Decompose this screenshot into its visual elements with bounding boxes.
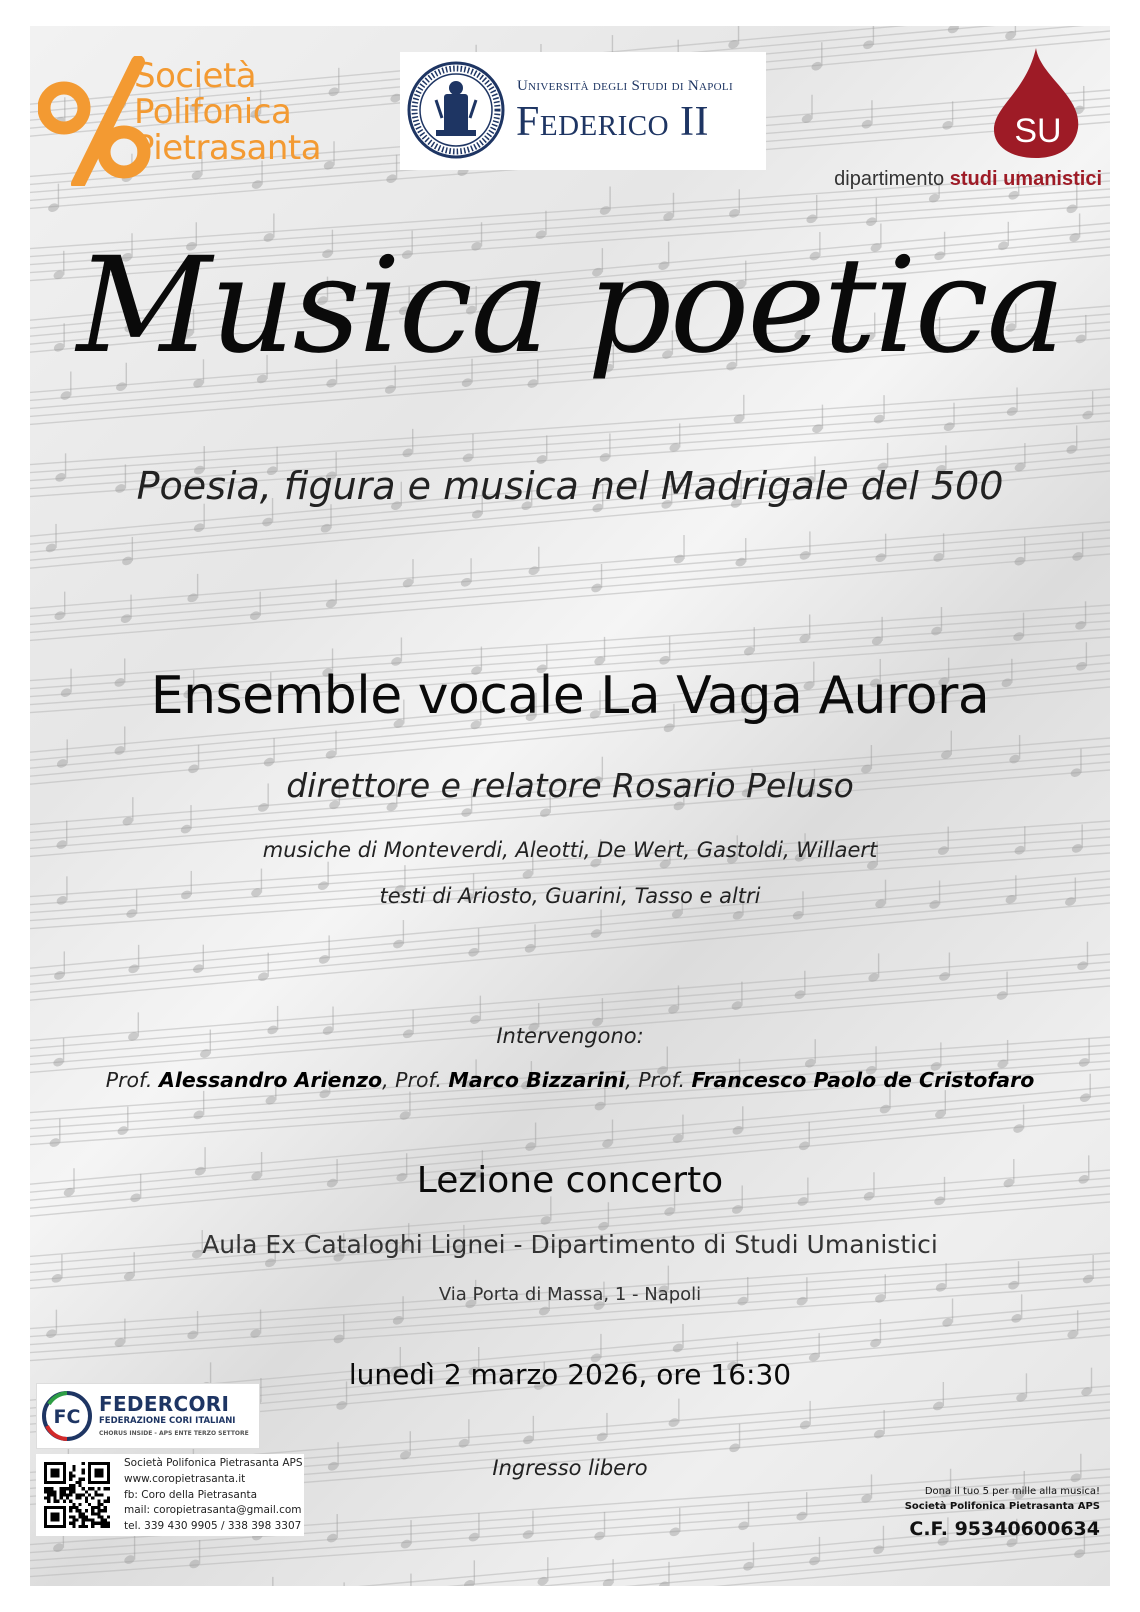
poets-line: testi di Ariosto, Guarini, Tasso e altri <box>379 884 761 908</box>
societa-polifonica-logo <box>38 56 408 186</box>
page-title: Musica poetica <box>76 229 1064 383</box>
contact-box <box>36 1454 304 1536</box>
university-name: Università degli Studi di Napoli <box>517 78 733 94</box>
spp-line-3: Pietrasanta <box>134 128 322 168</box>
federcori-name: FEDERCORI <box>99 1392 230 1416</box>
event-datetime: lunedì 2 marzo 2026, ore 16:30 <box>348 1358 792 1391</box>
university-seal-icon <box>406 60 506 160</box>
federico-ii-logo <box>400 52 766 170</box>
university-federico-ii: Federico II <box>516 99 709 145</box>
federcori-full-name: FEDERAZIONE CORI ITALIANI <box>99 1416 236 1426</box>
svg-text:FC: FC <box>53 1406 81 1428</box>
spp-line-2: Polifonica <box>134 92 292 132</box>
speakers-label: Intervengono: <box>496 1024 644 1048</box>
speakers-list: Prof. Alessandro Arienzo, Prof. Marco Bizzarini, Prof. Francesco Paolo de Cristofaro <box>105 1068 1035 1092</box>
donation-appeal: Dona il tuo 5 per mille alla musica! <box>924 1486 1100 1497</box>
director-line: direttore e relatore Rosario Peluso <box>286 766 854 805</box>
event-address: Via Porta di Massa, 1 - Napoli <box>438 1284 702 1305</box>
spp-line-1: Società <box>134 56 257 96</box>
donation-org: Società Polifonica Pietrasanta APS <box>904 1501 1100 1512</box>
subtitle: Poesia, figura e musica nel Madrigale del 500 <box>136 464 1004 508</box>
event-venue: Aula Ex Cataloghi Lignei - Dipartimento di Studi Umanistici <box>202 1230 938 1259</box>
event-type: Lezione concerto <box>416 1160 724 1201</box>
ensemble-name: Ensemble vocale La Vaga Aurora <box>150 666 990 726</box>
donation-info <box>905 1484 1100 1544</box>
federcori-tagline: CHORUS INSIDE - APS ENTE TERZO SETTORE <box>99 1430 249 1437</box>
speaker-name: Francesco Paolo de Cristofaro <box>691 1068 1035 1092</box>
contact-email[interactable]: mail: coropietrasanta@gmail.com <box>124 1504 302 1517</box>
department-name <box>834 168 1102 191</box>
poster <box>30 26 1110 1586</box>
speaker-name: Marco Bizzarini <box>448 1068 626 1092</box>
speaker-title: Prof. <box>638 1068 686 1092</box>
contact-phone: tel. 339 430 9905 / 338 398 3307 <box>124 1520 302 1533</box>
entry-info: Ingresso libero <box>492 1456 648 1480</box>
contact-website[interactable]: www.coropietrasanta.it <box>124 1472 246 1485</box>
department-prefix: dipartimento <box>834 168 945 190</box>
contact-info <box>124 1456 303 1535</box>
speaker-title: Prof. <box>105 1068 153 1092</box>
speaker-name: Alessandro Arienzo <box>158 1068 383 1092</box>
federcori-mark-icon <box>41 1390 93 1442</box>
composers-line: musiche di Monteverdi, Aleotti, De Wert, Gastoldi, Willaert <box>262 838 878 862</box>
federcori-logo <box>36 1383 260 1449</box>
svg-text:SU: SU <box>1014 112 1062 150</box>
speaker-title: Prof. <box>395 1068 442 1092</box>
contact-facebook[interactable]: fb: Coro della Pietrasanta <box>124 1488 258 1501</box>
contact-org: Società Polifonica Pietrasanta APS <box>124 1457 303 1469</box>
dsu-drop-icon <box>978 46 1088 158</box>
donation-tax-code: C.F. 95340600634 <box>909 1518 1100 1540</box>
department-name-bold: studi umanistici <box>949 168 1102 190</box>
department-logo <box>788 46 1110 196</box>
qr-code-icon[interactable] <box>44 1462 110 1528</box>
